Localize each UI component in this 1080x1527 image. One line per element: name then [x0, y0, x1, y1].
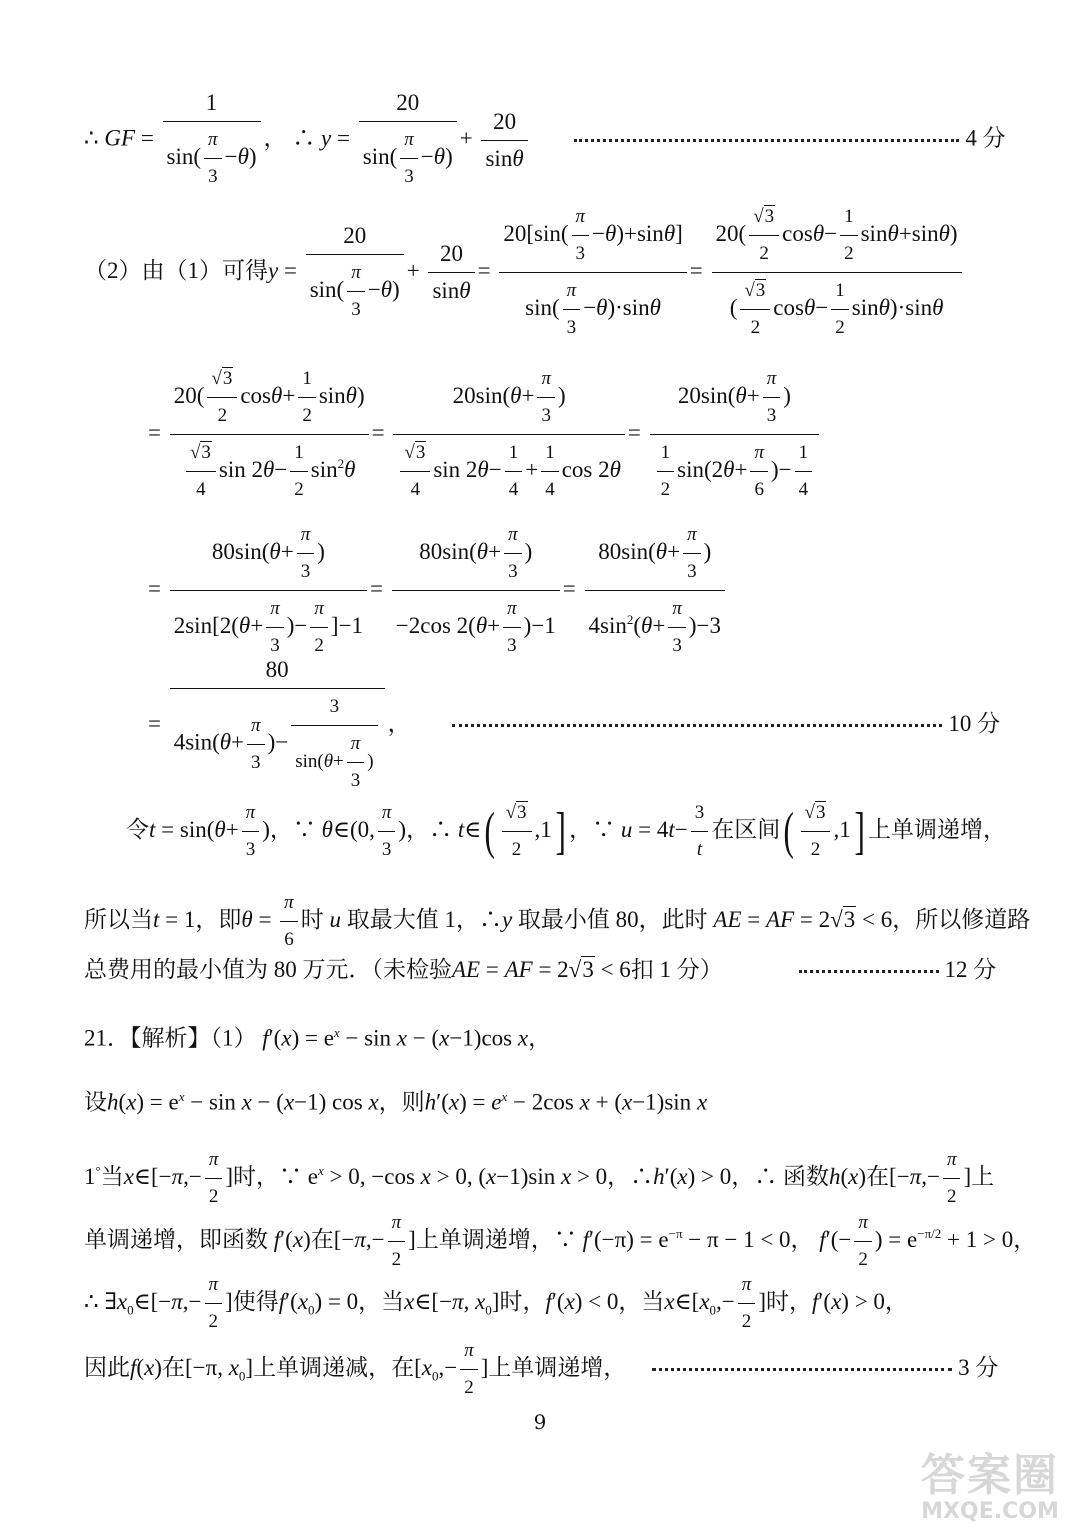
text: ，当	[358, 1288, 405, 1314]
text: 使得	[232, 1288, 279, 1314]
text: u	[329, 906, 341, 932]
text: 在	[310, 1226, 334, 1252]
text: 扣 1 分）	[630, 957, 723, 982]
text: 在	[161, 1354, 185, 1380]
fraction: $\frac{20}{\sin\theta}$	[481, 107, 527, 174]
line-case-1-monotone: 因此f(x)在[−π, $x_0$]上单调递减，在[$x_0,-$ $\frac{\pi}{2}$ ]上单调递增， 3 分	[84, 1336, 1080, 1403]
watermark-logo	[905, 1452, 1075, 1522]
leader-dots	[799, 970, 939, 973]
line-simplify-3: = 80 4sin(θ+ $\frac{\pi}{3}$ )− 3 sin(θ+ $\frac{\pi}{3}$ ) ， 10 分	[148, 655, 1080, 796]
text: 上	[971, 1163, 995, 1189]
text: 上单调递增，∵	[415, 1226, 577, 1252]
text: 所以当	[84, 906, 153, 932]
score-mark: 3 分	[958, 1354, 999, 1380]
line-conclusion-2: 总费用的最小值为 80 万元．（未检验AE = AF = 2√3 < 6扣 1 分） 12 分	[84, 957, 997, 982]
text: 在	[866, 1163, 890, 1189]
leader-dots	[574, 139, 959, 142]
line-case-1-x0: ∴ $\exists x_0\in[-\pi,-$ $\frac{\pi}{2}$ ]使得$f'(x_0) = 0$，当x∈[−π, $x_0$]时，f′(x) < 0，当$x\in[x_0,-$ $\frac{\pi}{2}$ ]时，f′(x) > 0，	[84, 1270, 1080, 1337]
text: 因此	[84, 1354, 130, 1380]
score-mark: 4 分	[965, 125, 1006, 151]
line-case-1-cont: 单调递增，即函数 f′(x)在[−π,− $\frac{\pi}{2}$ ]上单调递增，∵ $f'(-\pi) = e^{-\pi} - \pi - 1 < 0$， f′(− $\frac{\pi}{2}$ ) = $e^{-\pi/2} + 1 > 0$，	[84, 1208, 1080, 1275]
text: 单调递增，即函数	[84, 1226, 268, 1252]
text: y	[501, 906, 513, 932]
text: ，则	[378, 1089, 425, 1115]
text: ，所以修道路	[892, 906, 1031, 932]
page-number: 9	[533, 1410, 547, 1434]
text: 取最小值 80，此时	[517, 906, 708, 932]
line-substitution: 令t = sin(θ+ $\frac{\pi}{3}$ )，∵ θ∈(0, $\frac{\pi}{3}$ )，∴ t∈( $\frac{√3}{2}$ ,1] ，∵ u = 4t− $\frac{3}{t}$ 在区间( $\frac{√3}{2}$ ,1] 上单调递增，	[126, 798, 1080, 865]
line-conclusion-1: 所以当t = 1，即θ = $\frac{\pi}{6}$ 时 u 取最大值 1，∴y 取最小值 80，此时 AE = AF = 2√3 < 6，所以修道路	[84, 888, 1080, 955]
line-q21-start: 21．【解析】（1） $f'(x) = e^x - \sin x - (x-1)\cos$ x，	[84, 1025, 552, 1051]
line-define-h: 设$h(x) = e^x - \sin x - (x-1)$ cos x，则$h'(x) = e^x - 2\cos$ x + (x−1)sin x	[84, 1089, 708, 1115]
text: 时	[300, 906, 324, 932]
line-case-1: 1°当x∈[−π,− $\frac{\pi}{2}$ ]时，∵ $e^x > 0$, −cos x > 0, (x−1)sin x > 0，∴h′(x) > 0，∴ 函数h(x)在[−π,− $\frac{\pi}{2}$ ]上	[84, 1145, 1080, 1212]
leader-dots	[652, 1368, 952, 1371]
line-gf-formula: ∴ GF = 1 sin( $\frac{\pi}{3}$ −θ) ， ∴ y = 20 sin( $\frac{\pi}{3}$ −θ) + $\frac{20}{\sin\theta}$ 4 分	[84, 88, 1080, 192]
text: 上单调递增，	[488, 1354, 627, 1380]
line-simplify-1: = 20( $\frac{√3}{2}$ cosθ+ $\frac{1}{2}$ sinθ) $\frac{√3}{4}$ sin 2θ− $\frac{1}{2}$ $\sin^2\theta$ = 20sin(θ+ $\frac{\pi}{3}$ ) $\frac{√3}{4}$ sin 2θ− $\frac{1}{4}$ + $\frac{1}{4}$ cos 2θ = 20sin(θ+ $\frac{\pi}{3}$ ) $\frac{1}{2}$ sin(2θ+ $\frac{\pi}{6}$ )− $\frac{1}{4}$	[148, 364, 1080, 505]
watermark-text: 答案圈	[921, 1450, 1059, 1501]
text: 时，	[499, 1288, 546, 1314]
line-simplify-2: = 80sin(θ+ $\frac{\pi}{3}$ ) 2sin[2(θ+ $\frac{\pi}{3}$ )− $\frac{\pi}{2}$ ]−1 = 80sin(θ+ $\frac{\pi}{3}$ ) −2cos 2(θ+ $\frac{\pi}{3}$ )−1 = 80sin(θ+ $\frac{\pi}{3}$ ) $4\sin^2(\theta+$ $\frac{\pi}{3}$ )−3	[148, 520, 1080, 661]
text: 时，∵	[233, 1163, 303, 1189]
fraction: 1 sin( $\frac{\pi}{3}$ −θ)	[163, 88, 261, 192]
text: 取最大值 1，∴	[346, 906, 502, 932]
text: 令	[126, 816, 149, 842]
text: 时，	[765, 1288, 812, 1314]
fraction: 20 sin( $\frac{\pi}{3}$ −θ)	[359, 88, 457, 192]
text: ，即	[195, 906, 242, 932]
line-part2-start: （2）由（1）可得y = 20 sin( $\frac{\pi}{3}$ −θ) + $\frac{20}{\sin\theta}$ = 20[sin( $\frac{\pi}{3}$ −θ)+sinθ] sin( $\frac{\pi}{3}$ −θ)·sinθ = 20( $\frac{√3}{2}$ cosθ− $\frac{1}{2}$ sinθ+sinθ) ( $\frac{√3}{2}$ cosθ− $\frac{1}{2}$ sinθ)·sinθ	[84, 202, 1080, 343]
text: 在区间	[711, 816, 781, 842]
score-mark: 10 分	[948, 710, 1001, 736]
text: 设	[84, 1089, 107, 1115]
step-label: （2）由（1）可得	[84, 257, 268, 283]
text: 上单调递增，	[868, 816, 1007, 842]
leader-dots	[452, 724, 942, 727]
text: 当	[100, 1163, 124, 1189]
text: ，∴ 函数	[731, 1163, 829, 1189]
text: ，∴	[607, 1163, 654, 1189]
text: ，当	[618, 1288, 665, 1314]
question-label: 21．【解析】（1）	[84, 1025, 257, 1051]
watermark-url: MXQE.COM	[921, 1499, 1059, 1524]
score-mark: 12 分	[944, 957, 997, 982]
text: 上单调递减，在	[253, 1354, 415, 1380]
text: 总费用的最小值为 80 万元．（未检验	[84, 957, 452, 982]
